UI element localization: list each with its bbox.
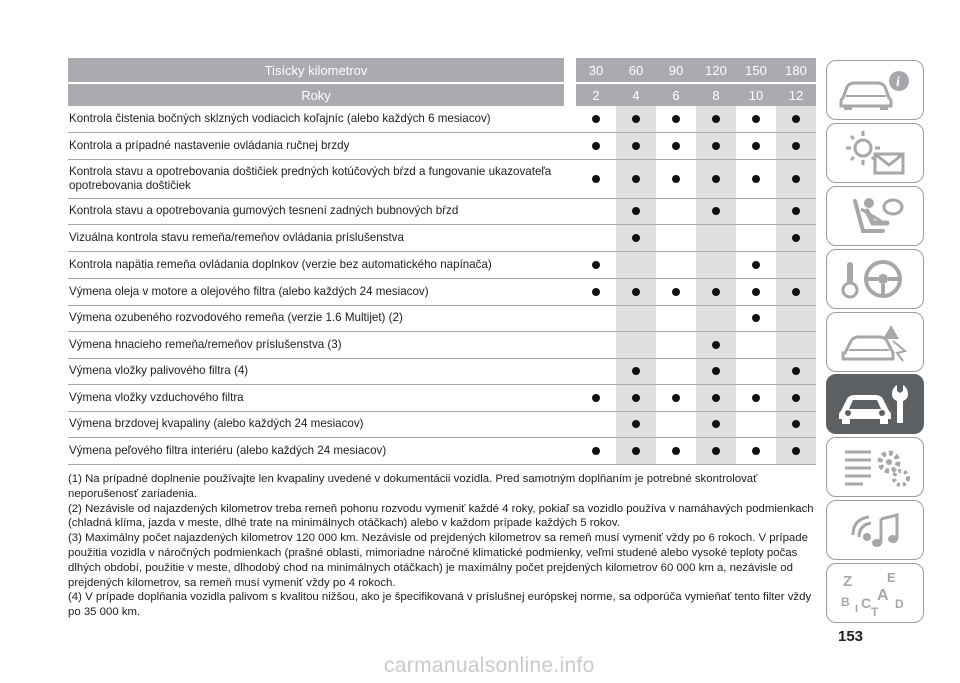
row-description: Kontrola stavu a opotrebovania gumových tesnení zadných bubnových bŕzd <box>68 198 564 224</box>
interval-cell <box>776 411 816 437</box>
table-row <box>68 411 816 437</box>
tab-starting-driving[interactable] <box>826 249 924 309</box>
index-letters-icon <box>833 568 917 618</box>
interval-cell <box>776 106 816 132</box>
header-km-row <box>68 58 816 82</box>
interval-cell <box>776 224 816 251</box>
interval-cell <box>656 198 696 224</box>
row-gap <box>564 384 576 411</box>
row-description: Kontrola napätia remeňa ovládania doplnkov (verzie bez automatického napínača) <box>68 251 564 278</box>
required-dot <box>592 447 600 455</box>
required-dot <box>632 207 640 215</box>
interval-cell <box>696 251 736 278</box>
interval-cell <box>736 132 776 159</box>
warning-lights-icon <box>833 128 917 178</box>
interval-cell <box>656 384 696 411</box>
required-dot <box>792 142 800 150</box>
required-dot <box>752 142 760 150</box>
table-body <box>68 106 816 464</box>
index-letter: C <box>861 595 872 612</box>
index-letter: Z <box>843 573 853 591</box>
interval-cell <box>616 159 656 198</box>
required-dot <box>712 420 720 428</box>
row-gap <box>564 251 576 278</box>
interval-cell <box>656 305 696 331</box>
row-description: Výmena brzdovej kvapaliny (alebo každých 24 mesiacov) <box>68 411 564 437</box>
steering-key-icon <box>833 254 917 304</box>
interval-cell <box>616 437 656 464</box>
interval-cell <box>656 106 696 132</box>
interval-cell <box>696 198 736 224</box>
tab-car-info[interactable] <box>826 60 924 120</box>
car-info-icon <box>833 65 917 115</box>
interval-cell <box>736 106 776 132</box>
interval-cell <box>576 305 616 331</box>
row-description: Výmena peľového filtra interiéru (alebo každých 24 mesiacov) <box>68 437 564 464</box>
tab-warning-lights[interactable] <box>826 123 924 183</box>
row-description: Výmena ozubeného rozvodového remeňa (verzie 1.6 Multijet) (2) <box>68 305 564 331</box>
interval-cell <box>616 358 656 384</box>
interval-cell <box>696 224 736 251</box>
multimedia-icon <box>833 505 917 555</box>
interval-cell <box>616 305 656 331</box>
required-dot <box>792 394 800 402</box>
interval-cell <box>776 384 816 411</box>
required-dot <box>632 288 640 296</box>
interval-cell <box>696 437 736 464</box>
required-dot <box>632 367 640 375</box>
required-dot <box>712 394 720 402</box>
interval-cell <box>576 384 616 411</box>
row-description: Kontrola čistenia bočných sklzných vodiacich koľajníc (alebo každých 6 mesiacov) <box>68 106 564 132</box>
car-crash-icon <box>833 317 917 367</box>
row-gap <box>564 411 576 437</box>
required-dot <box>632 175 640 183</box>
page-number: 153 <box>838 628 864 645</box>
required-dot <box>792 207 800 215</box>
interval-cell <box>656 358 696 384</box>
required-dot <box>632 447 640 455</box>
required-dot <box>672 175 680 183</box>
interval-cell <box>696 411 736 437</box>
interval-cell <box>616 331 656 358</box>
interval-cell <box>696 132 736 159</box>
header-years-row <box>68 84 816 106</box>
interval-cell <box>616 251 656 278</box>
interval-cell <box>616 106 656 132</box>
row-description: Výmena oleja v motore a olejového filtra (alebo každých 24 mesiacov) <box>68 278 564 305</box>
tab-multimedia[interactable] <box>826 500 924 560</box>
interval-cell <box>736 224 776 251</box>
maintenance-table <box>68 58 816 465</box>
required-dot <box>672 394 680 402</box>
interval-cell <box>776 251 816 278</box>
interval-cell <box>776 132 816 159</box>
interval-cell <box>616 411 656 437</box>
interval-cell <box>776 358 816 384</box>
required-dot <box>712 367 720 375</box>
year-cell: 6 <box>656 84 696 106</box>
row-gap <box>564 437 576 464</box>
interval-cell <box>776 159 816 198</box>
required-dot <box>792 420 800 428</box>
footnote: (1) Na prípadné doplnenie používajte len kvapaliny uvedené v dokumentácii vozidla. Pred samotným doplňaním je potrebné skontrolovať neporušenosť zariadenia. <box>68 473 758 500</box>
required-dot <box>712 447 720 455</box>
table-row <box>68 132 816 159</box>
row-gap <box>564 305 576 331</box>
km-cell: 120 <box>696 58 736 82</box>
km-cell: 150 <box>736 58 776 82</box>
required-dot <box>632 142 640 150</box>
tab-index[interactable] <box>826 563 924 623</box>
required-dot <box>632 394 640 402</box>
required-dot <box>592 115 600 123</box>
interval-cell <box>576 132 616 159</box>
table-row <box>68 384 816 411</box>
tab-maintenance[interactable] <box>826 374 924 434</box>
interval-cell <box>576 224 616 251</box>
watermark: carmanualsonline.info <box>384 654 595 677</box>
required-dot <box>672 142 680 150</box>
header-years-label: Roky <box>68 84 564 106</box>
required-dot <box>792 234 800 242</box>
required-dot <box>672 288 680 296</box>
km-cell: 90 <box>656 58 696 82</box>
required-dot <box>712 115 720 123</box>
row-gap <box>564 358 576 384</box>
interval-cell <box>736 159 776 198</box>
table-row <box>68 437 816 464</box>
interval-cell <box>616 384 656 411</box>
interval-cell <box>656 132 696 159</box>
required-dot <box>752 288 760 296</box>
tab-specifications[interactable] <box>826 437 924 497</box>
header-km-label: Tisícky kilometrov <box>68 58 564 82</box>
interval-cell <box>736 198 776 224</box>
interval-cell <box>736 251 776 278</box>
interval-cell <box>656 278 696 305</box>
interval-cell <box>736 331 776 358</box>
index-letter: A <box>877 587 889 605</box>
required-dot <box>592 175 600 183</box>
interval-cell <box>616 198 656 224</box>
required-dot <box>792 288 800 296</box>
required-dot <box>712 341 720 349</box>
row-gap <box>564 159 576 198</box>
interval-cell <box>736 411 776 437</box>
year-cell: 4 <box>616 84 656 106</box>
interval-cell <box>576 251 616 278</box>
required-dot <box>672 447 680 455</box>
required-dot <box>792 115 800 123</box>
row-gap <box>564 278 576 305</box>
required-dot <box>712 288 720 296</box>
table-row <box>68 159 816 198</box>
interval-cell <box>656 159 696 198</box>
year-cell: 2 <box>576 84 616 106</box>
interval-cell <box>576 198 616 224</box>
required-dot <box>592 288 600 296</box>
required-dot <box>752 394 760 402</box>
required-dot <box>672 115 680 123</box>
table-row <box>68 331 816 358</box>
interval-cell <box>656 224 696 251</box>
required-dot <box>632 234 640 242</box>
interval-cell <box>736 305 776 331</box>
specifications-icon <box>833 442 917 492</box>
interval-cell <box>696 106 736 132</box>
row-description: Kontrola stavu a opotrebovania doštičiek predných kotúčových bŕzd a fungovanie ukazovateľa opotrebovania doštičiek <box>68 159 564 198</box>
interval-cell <box>656 411 696 437</box>
row-description: Výmena vložky palivového filtra (4) <box>68 358 564 384</box>
row-gap <box>564 331 576 358</box>
year-cell: 8 <box>696 84 736 106</box>
index-letter: E <box>887 570 896 586</box>
interval-cell <box>576 159 616 198</box>
row-gap <box>564 106 576 132</box>
interval-cell <box>656 437 696 464</box>
interval-cell <box>656 331 696 358</box>
interval-cell <box>696 305 736 331</box>
interval-cell <box>576 358 616 384</box>
interval-cell <box>576 411 616 437</box>
required-dot <box>752 447 760 455</box>
required-dot <box>752 115 760 123</box>
index-letter: D <box>895 597 904 612</box>
interval-cell <box>576 278 616 305</box>
required-dot <box>592 394 600 402</box>
interval-cell <box>576 106 616 132</box>
interval-cell <box>776 278 816 305</box>
required-dot <box>752 175 760 183</box>
interval-cell <box>776 437 816 464</box>
table-row <box>68 251 816 278</box>
footnote: (4) V prípade doplňania vozidla palivom s kvalitou nižšou, ako je špecifikovaná v príslušnej európskej norme, sa odporúča vymieňať tento filter vždy po 35 000 km. <box>68 591 812 619</box>
km-cell: 30 <box>576 58 616 82</box>
interval-cell <box>696 358 736 384</box>
interval-cell <box>576 331 616 358</box>
interval-cell <box>616 278 656 305</box>
required-dot <box>752 314 760 322</box>
interval-cell <box>656 251 696 278</box>
row-description: Kontrola a prípadné nastavenie ovládania ručnej brzdy <box>68 132 564 159</box>
car-wrench-icon <box>833 379 917 429</box>
km-cell: 180 <box>776 58 816 82</box>
airbag-seat-icon <box>833 191 917 241</box>
year-cell: 10 <box>736 84 776 106</box>
required-dot <box>712 142 720 150</box>
svg-text:i: i <box>896 75 900 90</box>
interval-cell <box>736 278 776 305</box>
interval-cell <box>616 132 656 159</box>
footnote: (3) Maximálny počet najazdených kilometrov 120 000 km. Nezávisle od prejdených kilometrov sa remeň musí vymeniť vždy po 6 rokoch. V prípade použitia vozidla v náročných podmienkach (prašné oblasti, mimoriadne náročné klimatické podmienky, veľmi studené alebo vysoké teploty počas dlhých období, použitie v meste, dlhodobý chod na minimálnych otáčkach) je maximálny počet prejdených kilometrov 60 000 km a, nezávisle od prejdených kilometrov, sa remeň musí vymeniť vždy po 4 rokoch. <box>68 532 808 589</box>
row-description: Výmena vložky vzduchového filtra <box>68 384 564 411</box>
interval-cell <box>696 278 736 305</box>
interval-cell <box>696 384 736 411</box>
required-dot <box>632 420 640 428</box>
required-dot <box>632 115 640 123</box>
row-description: Výmena hnacieho remeňa/remeňov príslušenstva (3) <box>68 331 564 358</box>
footnotes <box>68 472 818 620</box>
required-dot <box>592 261 600 269</box>
interval-cell <box>696 331 736 358</box>
index-letter: I <box>855 603 859 616</box>
interval-cell <box>616 224 656 251</box>
tab-emergency[interactable] <box>826 312 924 372</box>
required-dot <box>712 175 720 183</box>
interval-cell <box>576 437 616 464</box>
required-dot <box>752 261 760 269</box>
row-gap <box>564 132 576 159</box>
chapter-tabs <box>826 60 924 626</box>
row-gap <box>564 198 576 224</box>
index-letter: B <box>841 595 850 610</box>
table-row <box>68 305 816 331</box>
table-row <box>68 198 816 224</box>
table-row <box>68 358 816 384</box>
interval-cell <box>736 384 776 411</box>
km-cell: 60 <box>616 58 656 82</box>
interval-cell <box>736 437 776 464</box>
interval-cell <box>776 305 816 331</box>
year-cell: 12 <box>776 84 816 106</box>
required-dot <box>792 175 800 183</box>
index-letter: T <box>871 605 879 619</box>
row-gap <box>564 224 576 251</box>
interval-cell <box>776 198 816 224</box>
required-dot <box>792 447 800 455</box>
interval-cell <box>736 358 776 384</box>
required-dot <box>712 207 720 215</box>
table-row <box>68 106 816 132</box>
required-dot <box>592 142 600 150</box>
required-dot <box>792 367 800 375</box>
table-row <box>68 278 816 305</box>
table-row <box>68 224 816 251</box>
footnote: (2) Nezávisle od najazdených kilometrov treba remeň pohonu rozvodu vymeniť každé 4 roky, pokiaľ sa vozidlo používa v namáhavých podmienkach (chladná klíma, jazda v meste, dlhé trate na minimálnych otáčkach) alebo v každom prípade každých 5 rokov. <box>68 502 814 530</box>
tab-safety[interactable] <box>826 186 924 246</box>
row-description: Vizuálna kontrola stavu remeňa/remeňov ovládania príslušenstva <box>68 224 564 251</box>
interval-cell <box>696 159 736 198</box>
interval-cell <box>776 331 816 358</box>
